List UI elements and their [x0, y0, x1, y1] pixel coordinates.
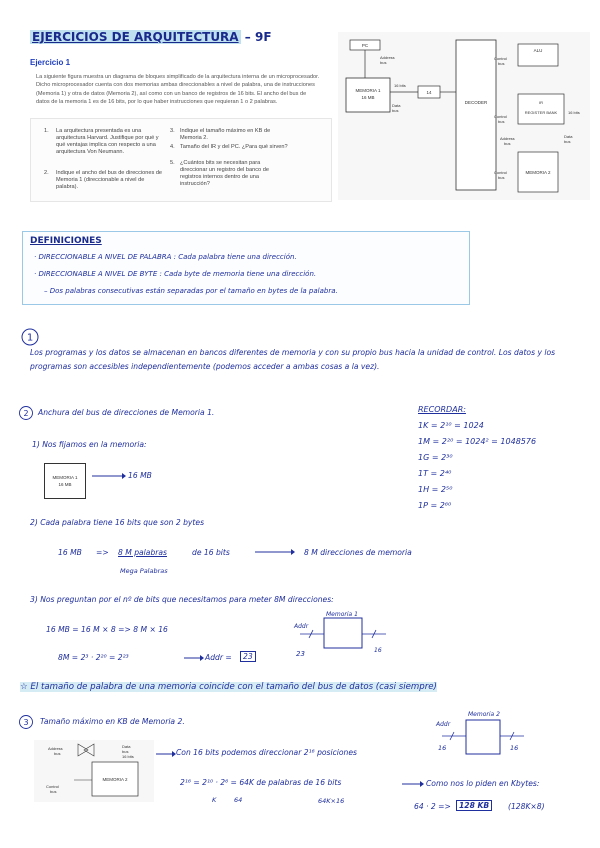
section2-step3: 3) Nos preguntan por el nº de bits que necesitamos para meter 8M direcciones: — [30, 595, 334, 604]
section2-step1: 1) Nos fijamos en la memoria: — [32, 440, 147, 449]
recordar-item: 1K = 2¹⁰ = 1024 — [418, 421, 484, 430]
svg-text:3: 3 — [23, 718, 29, 727]
architecture-diagram — [338, 32, 590, 200]
svg-text:Data: Data — [392, 103, 401, 108]
section3-calc: 2¹⁶ = 2¹⁰ · 2⁶ = 64K de palabras de 16 bits — [180, 778, 342, 787]
q1-num: 1. — [44, 128, 49, 134]
q2-text: Indique el ancho del bus de direcciones de Memoria 1 (direccionable a nivel de palabra). — [56, 170, 163, 190]
svg-text:bus: bus — [498, 119, 505, 124]
exercise-intro: La siguiente figura muestra un diagrama de bloques simplificado de la arquitectura interna de un microprocesador. Dicho microprocesador cuenta con dos memorias ambas direccionables a nivel de palabra, una de instrucciones (Memoria 1) y otra de datos (Memoria 2), así como con un banco de registros de 16 bits. El ancho del bus de datos de la memoria 1 es de 16 bits, por lo que haber instrucciones que requieran 1 o 2 palabras. — [36, 74, 320, 106]
memoria2-mini-diagram — [34, 740, 154, 802]
section3-text: Con 16 bits podemos direccionar 2¹⁶ posiciones — [176, 748, 357, 757]
calc-8m-palabras: 8 M palabras — [118, 548, 167, 557]
svg-text:16: 16 — [510, 744, 519, 752]
svg-text:Data: Data — [122, 744, 131, 749]
q2-num: 2. — [44, 170, 49, 176]
calc-16mb: 16 MB — [58, 548, 82, 557]
q5-text: ¿Cuántos bits se necesitan para direccionar un registro del banco de registros internos dentro de una instrucción? — [180, 160, 269, 187]
svg-text:MEMORIA 2: MEMORIA 2 — [102, 777, 128, 782]
svg-text:Address: Address — [48, 746, 63, 751]
calc-64kx16: 64K×16 — [318, 797, 345, 805]
svg-text:Addr: Addr — [294, 623, 309, 630]
svg-text:Address: Address — [380, 55, 395, 60]
page-title: EJERCICIOS DE ARQUITECTURA – 9F — [32, 30, 272, 44]
final-result: 128 KB — [456, 800, 492, 811]
svg-text:14: 14 — [426, 90, 432, 95]
svg-text:2: 2 — [23, 409, 29, 418]
memoria1-mini: MEMORIA 1 16 MB — [44, 463, 86, 499]
svg-text:Control: Control — [494, 170, 507, 175]
svg-text:Addr: Addr — [436, 721, 451, 728]
q1-text: La arquitectura presentada es una arquitectura Harvard. Justifique por qué y qué ventajas implica con respecto a una arquitectura Von Neumann. — [56, 128, 159, 155]
svg-text:bus: bus — [392, 108, 399, 113]
svg-text:16 bits: 16 bits — [122, 754, 134, 759]
arrow-icon — [156, 748, 176, 760]
calc-line1: 16 MB = 16 M × 8 => 8 M × 16 — [46, 625, 168, 634]
recordar-item: 1M = 2²⁰ = 1024² = 1048576 — [418, 437, 537, 446]
section3-number — [18, 714, 34, 730]
memoria2-diagram — [434, 706, 534, 756]
svg-text:1: 1 — [26, 332, 34, 344]
svg-text:16 bits: 16 bits — [394, 83, 406, 88]
svg-text:Address: Address — [500, 136, 515, 141]
svg-text:bus: bus — [498, 61, 505, 66]
final-paren: (128K×8) — [508, 802, 545, 811]
svg-text:bus: bus — [54, 751, 61, 756]
svg-text:Control: Control — [494, 56, 507, 61]
svg-text:bus: bus — [498, 175, 505, 180]
q4-num: 4. — [170, 144, 175, 150]
calc-k: K — [212, 796, 217, 804]
arrow-icon — [184, 652, 204, 664]
page-code: 9F — [254, 30, 272, 44]
svg-text:DECODER: DECODER — [464, 100, 488, 105]
section2-number — [18, 405, 34, 421]
arrow-icon — [255, 546, 295, 558]
svg-text:PC: PC — [361, 43, 369, 48]
svg-text:Data: Data — [564, 134, 573, 139]
q3-text: Indique el tamaño máximo en KB de Memoria 2. — [180, 128, 271, 141]
q3-num: 3. — [170, 128, 175, 134]
svg-text:bus: bus — [504, 141, 511, 146]
svg-text:REGISTER BANK: REGISTER BANK — [524, 110, 558, 115]
svg-text:IR: IR — [539, 100, 543, 105]
arrow-icon — [92, 470, 126, 482]
svg-text:MEMORIA 2: MEMORIA 2 — [525, 170, 551, 175]
calc-8m-direcciones: 8 M direcciones de memoria — [304, 548, 412, 557]
svg-text:16 bits: 16 bits — [568, 110, 580, 115]
implies-arrow: => — [96, 548, 109, 557]
section3-title: Tamaño máximo en KB de Memoria 2. — [40, 717, 185, 726]
svg-text:Memoria 1: Memoria 1 — [326, 611, 358, 618]
calc-16bits: de 16 bits — [192, 548, 230, 557]
star-note: ☆ El tamaño de palabra de una memoria coincide con el tamaño del bus de datos (casi siempre) — [20, 682, 437, 692]
svg-text:ALU: ALU — [533, 48, 543, 53]
q5-num: 5. — [170, 160, 175, 166]
recordar-title: RECORDAR: — [418, 405, 466, 414]
svg-text:bus: bus — [380, 60, 387, 65]
definition-item: · DIRECCIONABLE A NIVEL DE PALABRA : Cada palabra tiene una dirección. — [34, 253, 297, 261]
svg-text:16 MB: 16 MB — [361, 95, 375, 100]
exercise-title: Ejercicio 1 — [30, 58, 71, 67]
recordar-item: 1P = 2⁶⁰ — [418, 501, 452, 510]
memory-size: 16 MB — [128, 471, 152, 480]
arrow-icon — [402, 778, 424, 790]
recordar-item: 1T = 2⁴⁰ — [418, 469, 452, 478]
svg-text:bus: bus — [122, 749, 129, 754]
section3-note: Como nos lo piden en Kbytes: — [426, 779, 540, 788]
svg-text:Control: Control — [494, 114, 507, 119]
svg-text:Memoria 2: Memoria 2 — [468, 711, 500, 718]
svg-text:MEMORIA 1: MEMORIA 1 — [355, 88, 381, 93]
definitions-title: DEFINICIONES — [30, 236, 102, 246]
section2-step2: 2) Cada palabra tiene 16 bits que son 2 bytes — [30, 518, 205, 527]
recordar-item: 1H = 2⁵⁰ — [418, 485, 453, 494]
svg-text:bus: bus — [564, 139, 571, 144]
calc-line2: 8M = 2³ · 2²⁰ = 2²³ — [58, 653, 129, 662]
recordar-item: 1G = 2³⁰ — [418, 453, 453, 462]
svg-text:23: 23 — [296, 650, 305, 658]
svg-text:16: 16 — [374, 647, 382, 654]
definition-item: – Dos palabras consecutivas están separadas por el tamaño en bytes de la palabra. — [44, 287, 338, 295]
q4-text: Tamaño del IR y del PC. ¿Para qué sirven? — [180, 144, 288, 150]
calc-64: 64 — [234, 796, 243, 804]
addr-result: 23 — [240, 651, 256, 662]
addr-label: Addr = — [205, 653, 232, 662]
section1-text: Los programas y los datos se almacenan en bancos diferentes de memoria y con su propio bus hacia la unidad de control. Los datos y los programas son accesibles independientemente (podemos acceder a ambas cosas a la vez). — [30, 348, 556, 371]
memoria1-diagram — [290, 610, 400, 660]
svg-text:16: 16 — [438, 744, 447, 752]
section2-title: Anchura del bus de direcciones de Memoria 1. — [38, 408, 215, 417]
svg-text:bus: bus — [50, 789, 57, 794]
mega-palabras: Mega Palabras — [120, 567, 168, 575]
svg-text:Control: Control — [46, 784, 59, 789]
section1-number — [20, 327, 40, 347]
definition-item: · DIRECCIONABLE A NIVEL DE BYTE : Cada byte de memoria tiene una dirección. — [34, 270, 317, 278]
final-left: 64 · 2 => — [414, 802, 451, 811]
